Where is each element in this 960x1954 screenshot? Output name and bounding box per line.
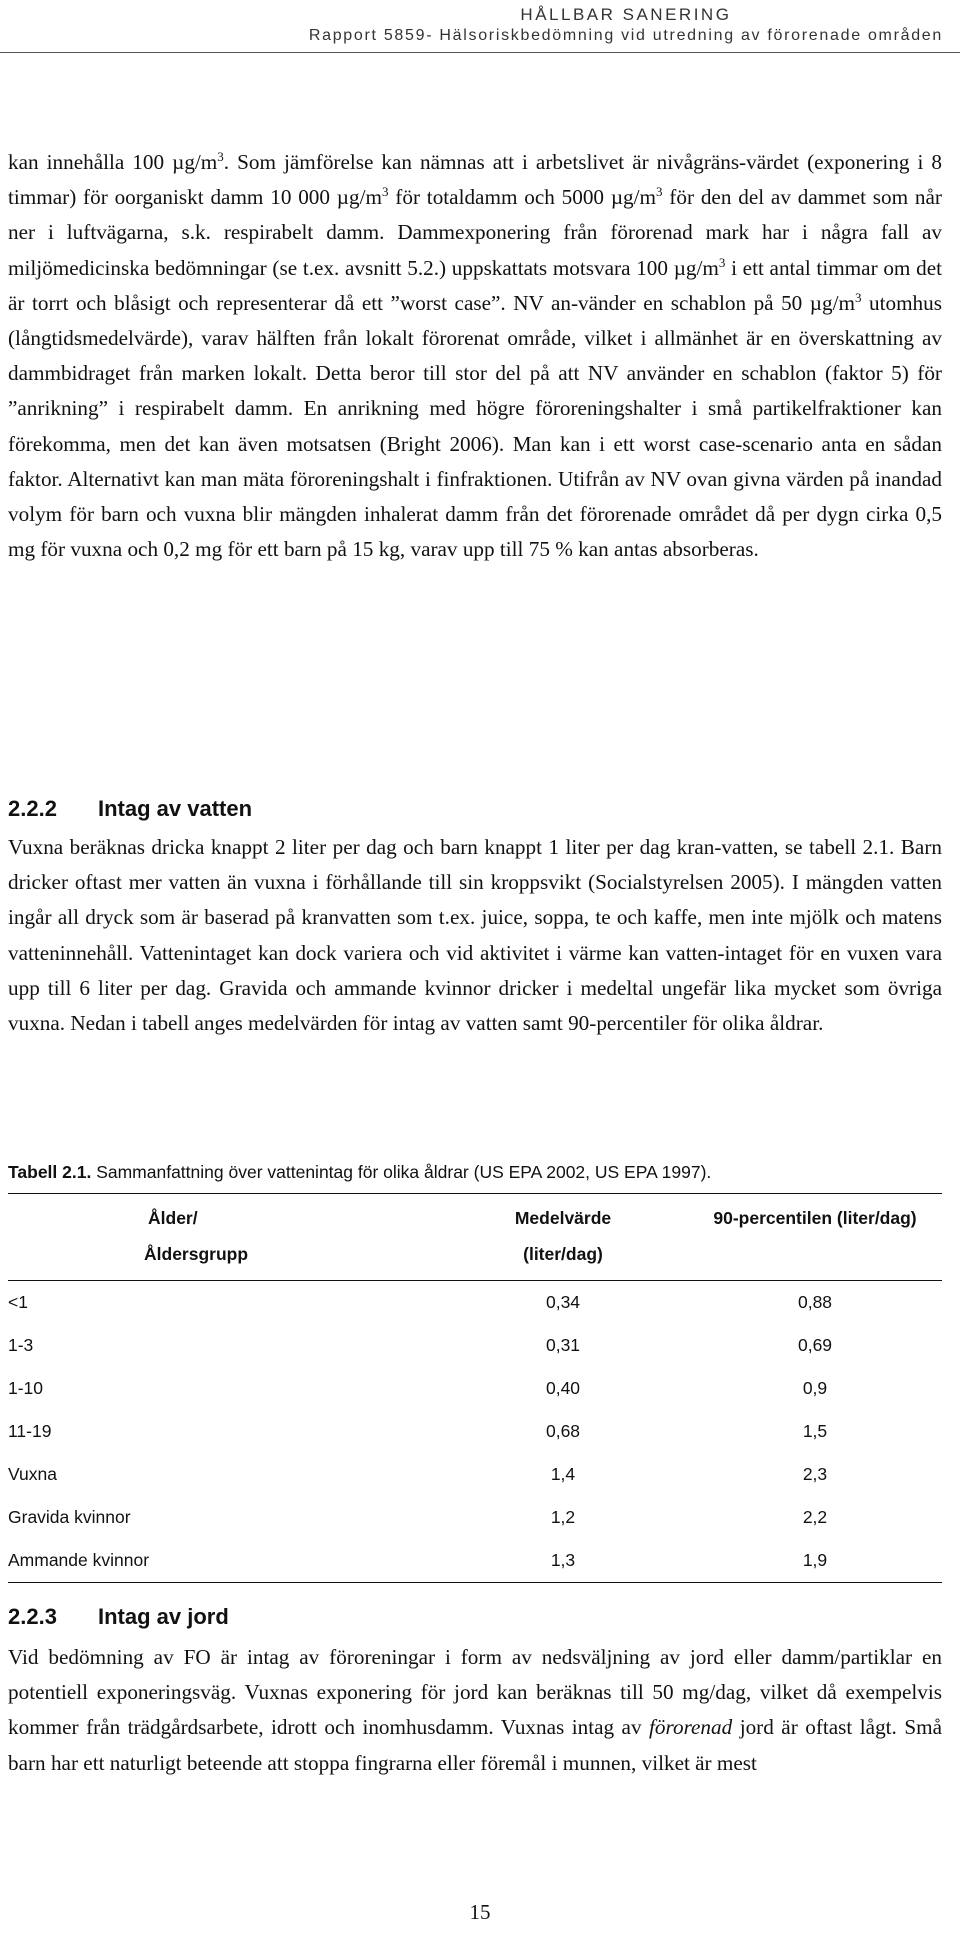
cell-mean: 0,68 bbox=[545, 1421, 581, 1441]
cell-p90: 0,9 bbox=[802, 1378, 828, 1398]
cell-mean: 0,31 bbox=[545, 1335, 581, 1355]
soil-text-2: jord är oftast lågt. Små barn har ett naturligt beteende att stoppa fingrarna eller föremål i munnen, vilket är mest bbox=[8, 1715, 942, 1775]
cell-age: Ammande kvinnor bbox=[8, 1550, 150, 1570]
table-row bbox=[8, 1496, 942, 1539]
dust-text-5: i ett antal timmar om det är torrt och blåsigt och representerar då ett ”worst case”. NV an-vänder en schablon på 50 µg/m bbox=[8, 255, 942, 315]
dust-text-3: för totaldamm och 5000 µg/m bbox=[388, 185, 656, 210]
heading-soil bbox=[8, 1604, 229, 1630]
table-body bbox=[8, 1281, 942, 1583]
cell-p90: 1,9 bbox=[802, 1550, 828, 1570]
dust-text-1: kan innehålla 100 µg/m bbox=[8, 150, 218, 174]
running-header bbox=[309, 6, 943, 46]
table-row bbox=[8, 1367, 942, 1410]
cell-age: <1 bbox=[8, 1292, 28, 1312]
table-row bbox=[8, 1410, 942, 1453]
table-row bbox=[8, 1281, 942, 1325]
cell-p90: 2,3 bbox=[802, 1464, 828, 1484]
cell-p90: 2,2 bbox=[802, 1507, 828, 1527]
table-row bbox=[8, 1539, 942, 1583]
table-row bbox=[8, 1324, 942, 1367]
cell-p90: 0,69 bbox=[797, 1335, 833, 1355]
page-number: 15 bbox=[469, 1900, 491, 1924]
superscript: 3 bbox=[656, 184, 663, 200]
cell-mean: 1,3 bbox=[550, 1550, 576, 1570]
header-p90: 90-percentilen (liter/dag) bbox=[713, 1208, 917, 1228]
header-mean-line-1: Medelvärde bbox=[514, 1208, 612, 1228]
cell-age: Vuxna bbox=[8, 1464, 57, 1484]
cell-mean: 1,4 bbox=[550, 1464, 576, 1484]
paragraph-dust bbox=[8, 145, 942, 567]
table-caption bbox=[8, 1162, 711, 1183]
header-age bbox=[8, 1194, 438, 1281]
paragraph-soil bbox=[8, 1640, 942, 1781]
header-report-title: Rapport 5859- Hälsoriskbedömning vid utredning av förorenade områden bbox=[308, 27, 943, 44]
dust-text-2: . Som jämförelse kan nämnas att i arbetslivet är nivågräns-värdet (exponering i 8 timmar) för oorganiskt damm 10 000 µg/m bbox=[8, 150, 942, 210]
header-age-line-1: Ålder/ bbox=[148, 1208, 198, 1228]
table-caption-label: Tabell 2.1. bbox=[8, 1162, 92, 1182]
header-rule bbox=[0, 52, 960, 53]
cell-p90: 1,5 bbox=[802, 1421, 828, 1441]
superscript: 3 bbox=[217, 148, 224, 164]
cell-age: 11-19 bbox=[8, 1421, 52, 1441]
heading-soil-number: 2.2.3 bbox=[8, 1604, 57, 1629]
dust-text-6: utomhus (långtidsmedelvärde), varav hälften från lokalt förorenat område, vilket i allmänhet är en överskattning av dammbidraget från marken lokalt. Detta beror till stor del på att NV använder en schablon (faktor 5) för ”anrikning” i respirabelt damm. En anrikning med högre föroreningshalter i små partikelfraktioner kan förekomma, men det kan även motsatsen (Bright 2006). Man kan i ett worst case-scenario anta en sådan faktor. Alternativt kan man mäta föroreningshalt i finfraktionen. Utifrån av NV ovan givna värden på inandad volym för barn och vuxna blir mängden inhalerat damm från det förorenade området då per dygn cirka 0,5 mg för vuxna och 0,2 mg för ett barn på 15 kg, varav upp till 75 % kan antas absorberas. bbox=[8, 290, 942, 562]
header-mean-line-2: (liter/dag) bbox=[523, 1244, 603, 1264]
superscript: 3 bbox=[381, 184, 389, 200]
header-mean bbox=[438, 1194, 688, 1281]
superscript: 3 bbox=[854, 289, 862, 305]
cell-age: Gravida kvinnor bbox=[8, 1507, 131, 1527]
heading-water-number: 2.2.2 bbox=[8, 796, 57, 821]
cell-age: 1-10 bbox=[8, 1378, 44, 1398]
heading-water-title: Intag av vatten bbox=[98, 796, 253, 821]
cell-mean: 0,34 bbox=[545, 1292, 581, 1312]
water-intake-table bbox=[8, 1193, 942, 1583]
heading-water bbox=[8, 796, 252, 822]
superscript: 3 bbox=[718, 254, 726, 270]
header-org: HÅLLBAR SANERING bbox=[520, 5, 732, 24]
table-caption-text: Sammanfattning över vattenintag för olika åldrar (US EPA 2002, US EPA 1997). bbox=[91, 1162, 712, 1182]
cell-mean: 0,40 bbox=[545, 1378, 581, 1398]
cell-mean: 1,2 bbox=[550, 1507, 576, 1527]
soil-text-emphasis: förorenad bbox=[649, 1715, 733, 1740]
dust-text-4: för den del av dammet som når ner i luftvägarna, s.k. respirabelt damm. Dammexponering från förorenad mark har i några fall av miljömedicinska bedömningar (se t.ex. avsnitt 5.2.) uppskattats motsvara 100 µg/m bbox=[8, 185, 942, 280]
cell-p90: 0,88 bbox=[797, 1292, 833, 1312]
header-age-line-2: Åldersgrupp bbox=[144, 1244, 249, 1264]
table-header-row bbox=[8, 1194, 942, 1281]
cell-age: 1-3 bbox=[8, 1335, 34, 1355]
soil-text-1: Vid bedömning av FO är intag av föroreningar i form av nedsväljning av jord eller damm/partiklar en potentiell exponeringsväg. Vuxnas exponering för jord kan beräknas till 50 mg/dag, vilket då exempelvis kommer från trädgårdsarbete, idrott och inomhusdamm. Vuxnas intag av bbox=[8, 1645, 942, 1740]
paragraph-water: Vuxna beräknas dricka knappt 2 liter per dag och barn knappt 1 liter per dag kran-vatten, se tabell 2.1. Barn dricker oftast mer vatten än vuxna i förhållande till sin kroppsvikt (Socialstyrelsen 2005). I mängden vatten ingår all dryck som är baserad på kranvatten som t.ex. juice, soppa, te och kaffe, men inte mjölk och matens vatteninnehåll. Vattenintaget kan dock variera och vid aktivitet i värme kan vatten-intaget för en vuxen vara upp till 6 liter per dag. Gravida och ammande kvinnor dricker i medeltal ungefär lika mycket som övriga vuxna. Nedan i tabell anges medelvärden för intag av vatten samt 90-percentiler för olika åldrar. bbox=[8, 835, 942, 1036]
heading-soil-title: Intag av jord bbox=[98, 1604, 229, 1629]
table-row bbox=[8, 1453, 942, 1496]
